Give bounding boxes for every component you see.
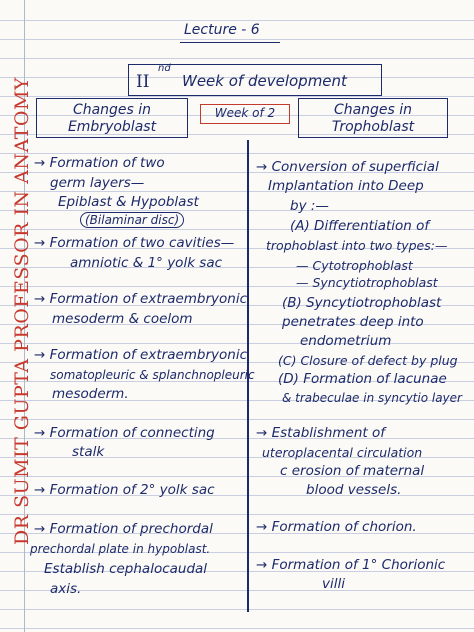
left-line: mesoderm. [52, 386, 129, 402]
ruled-line [0, 343, 474, 344]
right-line: (A) Differentiation of [290, 218, 430, 234]
right-line: → Establishment of [256, 425, 386, 441]
left-line: → Formation of connecting [34, 425, 215, 441]
header-left-line-1: Changes in [72, 102, 152, 118]
left-line: stalk [72, 444, 105, 460]
ruled-line [0, 20, 474, 21]
right-line: uteroplacental circulation [262, 445, 423, 460]
ruled-line [0, 96, 474, 97]
right-line: (B) Syncytiotrophoblast [282, 295, 442, 311]
left-line: amniotic & 1° yolk sac [70, 255, 223, 271]
left-line: (Bilaminar disc) [80, 212, 184, 228]
week-superscript: nd [158, 63, 171, 74]
ruled-line [0, 628, 474, 629]
header-right-line-2: Trophoblast [331, 119, 415, 135]
right-line: — Cytotrophoblast [296, 258, 413, 273]
ruled-line [0, 514, 474, 515]
left-line: → Formation of two [34, 155, 165, 171]
right-line: → Conversion of superficial [256, 159, 439, 175]
right-line: & trabeculae in syncytio layer [282, 391, 462, 405]
left-line: Epiblast & Hypoblast [58, 194, 199, 210]
right-line: by :— [290, 198, 329, 214]
left-line: → Formation of extraembryonic [34, 347, 248, 363]
right-line: penetrates deep into [282, 314, 424, 330]
lecture-underline [180, 42, 280, 43]
week-roman: II [136, 72, 150, 92]
right-line: (C) Closure of defect by plug [278, 353, 458, 368]
right-line: villi [322, 576, 345, 592]
right-line: endometrium [300, 333, 392, 349]
left-line: prechordal plate in hypoblast. [30, 542, 211, 556]
lecture-title: Lecture - 6 [184, 22, 260, 38]
left-line: somatopleuric & splanchnopleuric [50, 368, 255, 382]
header-right-line-1: Changes in [333, 102, 413, 118]
ruled-line [0, 58, 474, 59]
header-trophoblast [298, 98, 448, 138]
week-title-text: Week of development [182, 72, 347, 90]
header-embryoblast [36, 98, 188, 138]
right-line: — Syncytiotrophoblast [296, 275, 438, 290]
ruled-line [0, 39, 474, 40]
right-line: → Formation of chorion. [256, 519, 417, 535]
watermark: DR SUMIT GUPTA PROFESSOR IN ANATOMY [11, 77, 33, 545]
right-line: Implantation into Deep [268, 178, 424, 194]
header-left-line-2: Embryoblast [67, 119, 157, 135]
right-line: (D) Formation of lacunae [278, 371, 447, 387]
left-line: → Formation of two cavities— [34, 235, 235, 251]
left-line: mesoderm & coelom [52, 311, 193, 327]
right-line: blood vessels. [306, 482, 402, 498]
header-week-badge: Week of 2 [200, 104, 290, 124]
left-line: axis. [50, 581, 82, 597]
left-line: → Formation of 2° yolk sac [34, 482, 215, 498]
right-line: → Formation of 1° Chorionic [256, 557, 446, 573]
right-line: trophoblast into two types:— [266, 238, 448, 253]
ruled-line [0, 609, 474, 610]
left-line: germ layers— [50, 175, 145, 191]
left-line: Establish cephalocaudal [44, 561, 208, 577]
ruled-line [0, 419, 474, 420]
right-line: c erosion of maternal [280, 463, 425, 479]
left-line: → Formation of prechordal [34, 521, 213, 537]
left-line: → Formation of extraembryonic [34, 291, 248, 307]
